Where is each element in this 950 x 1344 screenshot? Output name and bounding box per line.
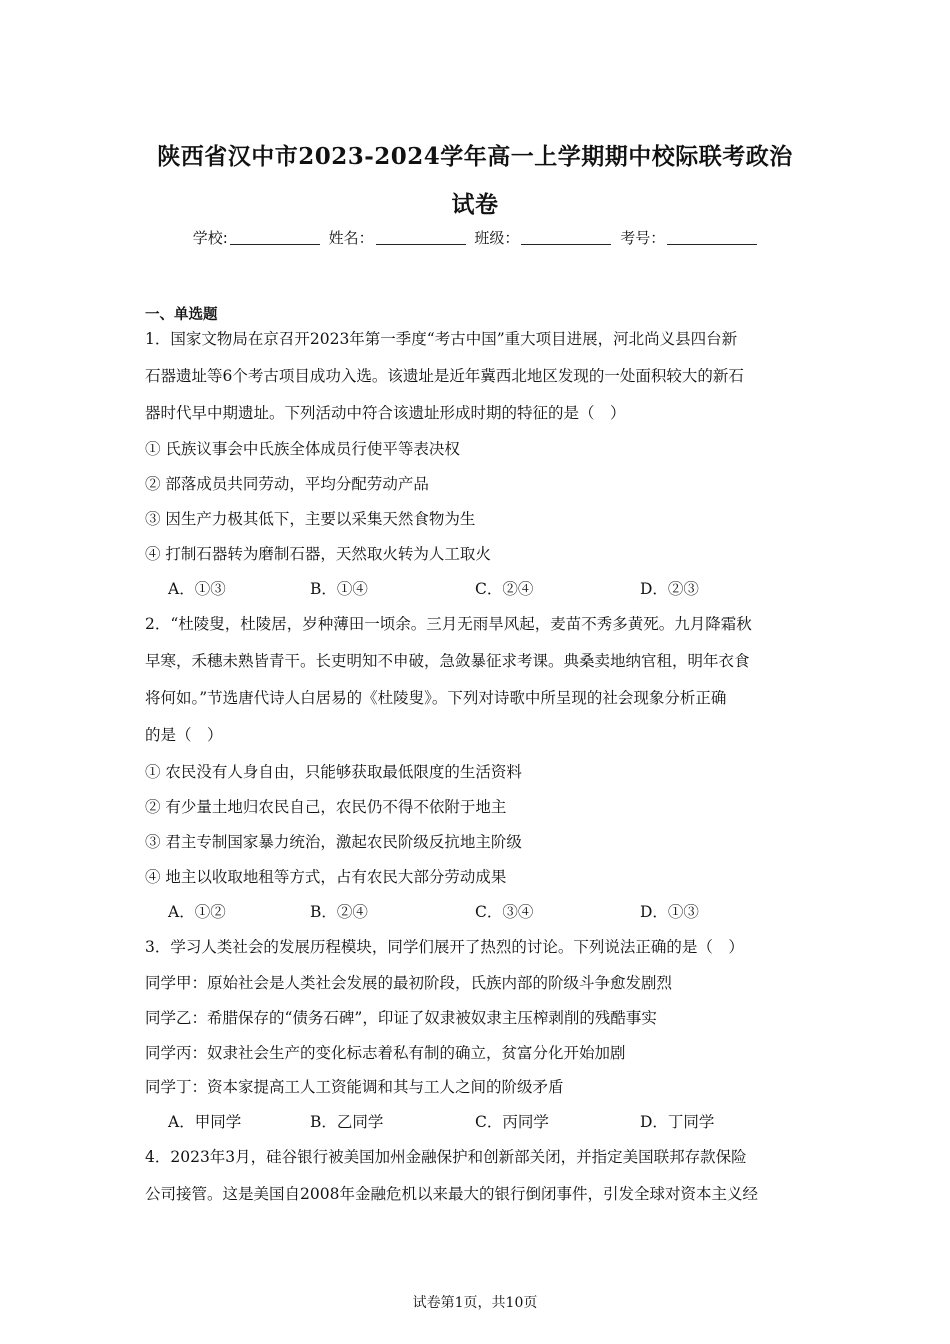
class-label: 班级： (474, 229, 520, 247)
q3-item-1: 同学甲：原始社会是人类社会发展的最初阶段，氏族内部的阶级斗争愈发剧烈 (145, 974, 673, 992)
name-label: 姓名： (328, 229, 374, 247)
q2-item-1: ① 农民没有人身自由，只能够获取最低限度的生活资料 (145, 763, 522, 781)
q3-option-a[interactable]: A．甲同学 (168, 1113, 242, 1131)
q1-option-c[interactable]: C．②④ (475, 580, 534, 598)
page-footer: 试卷第1页，共10页 (412, 1295, 538, 1311)
q2-stem-line1: 2．“杜陵叟，杜陵居，岁种薄田一顷余。三月无雨旱风起，麦苗不秀多黄死。九月降霜秋 (145, 615, 752, 633)
q4-stem-line1: 4．2023年3月，硅谷银行被美国加州金融保护和创新部关闭，并指定美国联邦存款保险 (145, 1148, 747, 1166)
q1-stem-line1: 1．国家文物局在京召开2023年第一季度“考古中国”重大项目进展，河北尚义县四台新 (145, 330, 738, 348)
q1-option-a[interactable]: A．①③ (168, 580, 226, 598)
q1-option-b[interactable]: B．①④ (310, 580, 368, 598)
q1-stem-line3: 器时代早中期遗址。下列活动中符合该遗址形成时期的特征的是（ ） (145, 404, 626, 422)
q2-option-a[interactable]: A．①② (168, 903, 226, 921)
q3-item-4: 同学丁：资本家提高工人工资能调和其与工人之间的阶级矛盾 (145, 1078, 564, 1096)
exam-title-line2: 试卷 (451, 191, 499, 218)
q2-option-d[interactable]: D．①③ (640, 903, 699, 921)
q4-stem-line2: 公司接管。这是美国自2008年金融危机以来最大的银行倒闭事件，引发全球对资本主义经 (145, 1185, 758, 1203)
q2-item-4: ④ 地主以收取地租等方式，占有农民大部分劳动成果 (145, 868, 507, 886)
q1-item-4: ④ 打制石器转为磨制石器，天然取火转为人工取火 (145, 545, 491, 563)
q3-option-b[interactable]: B．乙同学 (310, 1113, 384, 1131)
q2-stem-line3: 将何如。”节选唐代诗人白居易的《杜陵叟》。下列对诗歌中所呈现的社会现象分析正确 (145, 689, 727, 707)
class-field[interactable] (521, 230, 611, 245)
section-heading: 一、单选题 (145, 307, 218, 323)
q1-option-d[interactable]: D．②③ (640, 580, 699, 598)
q3-item-3: 同学丙：奴隶社会生产的变化标志着私有制的确立，贫富分化开始加剧 (145, 1044, 626, 1062)
q2-stem-line2: 早寒，禾穗未熟皆青干。长吏明知不申破，急敛暴征求考课。典桑卖地纳官租，明年衣食 (145, 652, 750, 670)
q1-item-2: ② 部落成员共同劳动，平均分配劳动产品 (145, 475, 429, 493)
q2-stem-line4: 的是（ ） (145, 726, 223, 744)
q3-option-c[interactable]: C．丙同学 (475, 1113, 549, 1131)
q3-stem-line1: 3．学习人类社会的发展历程模块，同学们展开了热烈的讨论。下列说法正确的是（ ） (145, 938, 744, 956)
q3-option-d[interactable]: D．丁同学 (640, 1113, 715, 1131)
q2-option-c[interactable]: C．③④ (475, 903, 534, 921)
q2-option-b[interactable]: B．②④ (310, 903, 368, 921)
student-info-row (0, 227, 950, 248)
id-field[interactable] (667, 230, 757, 245)
q3-item-2: 同学乙：希腊保存的“债务石碑”，印证了奴隶被奴隶主压榨剥削的残酷事实 (145, 1009, 657, 1027)
school-label: 学校: (192, 229, 228, 247)
q1-item-1: ① 氏族议事会中氏族全体成员行使平等表决权 (145, 440, 460, 458)
school-field[interactable] (230, 230, 320, 245)
exam-title-line1: 陕西省汉中市2023-2024学年高一上学期期中校际联考政治 (157, 143, 793, 170)
name-field[interactable] (376, 230, 466, 245)
id-label: 考号： (620, 229, 666, 247)
q2-item-3: ③ 君主专制国家暴力统治，激起农民阶级反抗地主阶级 (145, 833, 522, 851)
q1-stem-line2: 石器遗址等6个考古项目成功入选。该遗址是近年冀西北地区发现的一处面积较大的新石 (145, 367, 744, 385)
q1-item-3: ③ 因生产力极其低下，主要以采集天然食物为生 (145, 510, 476, 528)
q2-item-2: ② 有少量土地归农民自己，农民仍不得不依附于地主 (145, 798, 507, 816)
